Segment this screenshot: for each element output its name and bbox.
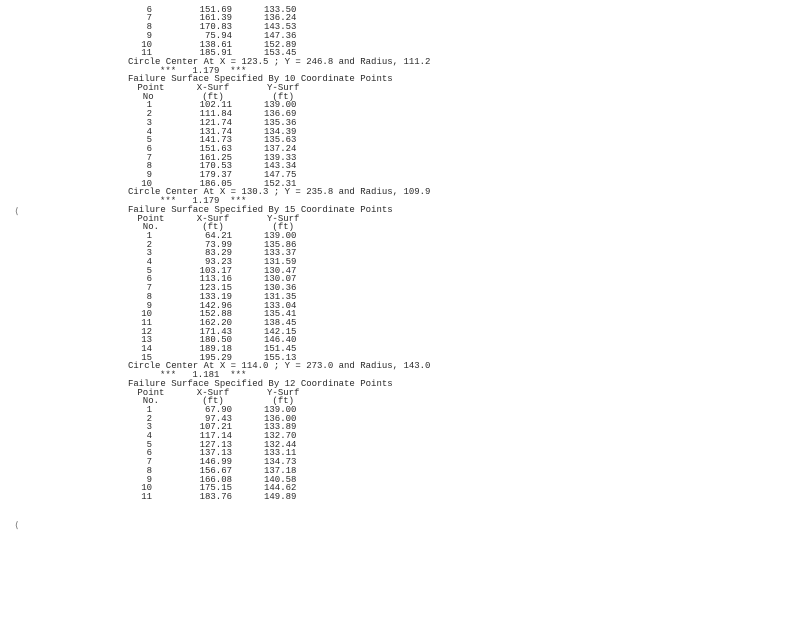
- x-surf-value: 107.21: [199, 422, 232, 433]
- point-number: 7: [146, 13, 152, 24]
- x-surf-value: 138.61: [199, 39, 232, 50]
- point-number: 3: [146, 422, 152, 433]
- point-number: 5: [146, 265, 152, 276]
- point-number: 11: [141, 48, 152, 59]
- x-surf-value: 175.15: [199, 483, 232, 494]
- margin-mark-icon: ⟨: [14, 521, 20, 531]
- y-surf-value: 133.89: [264, 422, 297, 433]
- y-surf-value: 152.89: [264, 39, 297, 50]
- point-number: 4: [146, 257, 152, 267]
- y-surf-value: 131.59: [264, 257, 297, 267]
- point-number: 7: [146, 283, 152, 294]
- x-surf-value: 121.74: [199, 117, 232, 128]
- x-surf-value: 142.96: [199, 300, 232, 311]
- x-surf-value: 127.13: [199, 439, 232, 450]
- x-surf-value: 156.67: [199, 465, 232, 476]
- y-surf-value: 133.11: [264, 448, 297, 459]
- x-surf-value: 141.73: [199, 135, 232, 146]
- failure-surface-heading: Failure Surface Specified By 10 Coordinate Points: [128, 74, 393, 85]
- x-surf-value: 170.83: [199, 22, 232, 33]
- x-surf-value: 195.29: [199, 352, 232, 363]
- point-number: 8: [146, 465, 152, 476]
- point-number: 1: [146, 100, 152, 111]
- y-surf-value: 139.33: [264, 152, 297, 163]
- x-surf-value: 152.88: [199, 309, 232, 320]
- point-number: 8: [146, 291, 152, 302]
- y-surf-value: 134.73: [264, 457, 297, 468]
- point-number: 3: [146, 248, 152, 259]
- x-surf-value: 113.16: [199, 274, 232, 285]
- y-surf-value: 149.89: [264, 491, 297, 502]
- y-surf-value: 135.63: [264, 135, 297, 146]
- x-surf-value: 137.13: [199, 448, 232, 459]
- y-surf-value: 137.18: [264, 465, 297, 476]
- y-surf-value: 147.36: [264, 30, 297, 41]
- y-surf-value: 133.37: [264, 248, 297, 259]
- margin-mark-icon: ⟨: [14, 207, 20, 217]
- y-surf-value: 142.15: [264, 326, 297, 337]
- x-surf-value: 180.50: [199, 335, 232, 346]
- x-surf-value: 75.94: [205, 30, 233, 41]
- x-surf-value: 161.25: [199, 152, 232, 163]
- x-surf-value: 170.53: [199, 161, 232, 172]
- y-surf-value: 144.62: [264, 483, 297, 494]
- point-number: 3: [146, 117, 152, 128]
- x-surf-value: 103.17: [199, 265, 232, 276]
- y-surf-value: 155.13: [264, 352, 297, 363]
- units-header: No. (ft) (ft): [132, 222, 295, 233]
- y-surf-value: 136.24: [264, 13, 297, 24]
- point-number: 7: [146, 457, 152, 468]
- x-surf-value: 189.18: [199, 344, 232, 354]
- x-surf-value: 64.21: [205, 230, 233, 241]
- point-number: 11: [141, 491, 152, 502]
- point-number: 8: [146, 161, 152, 172]
- column-header: Point X-Surf Y-Surf: [132, 387, 300, 398]
- y-surf-value: 153.45: [264, 48, 297, 59]
- y-surf-value: 132.44: [264, 439, 297, 450]
- y-surf-value: 134.39: [264, 126, 297, 137]
- y-surf-value: 136.00: [264, 413, 297, 424]
- x-surf-value: 151.63: [199, 143, 232, 154]
- point-number: 8: [146, 22, 152, 33]
- point-number: 13: [141, 335, 152, 346]
- safety-factor-line: *** 1.179 ***: [160, 65, 247, 76]
- point-number: 10: [141, 309, 152, 320]
- point-number: 1: [146, 404, 152, 415]
- point-number: 4: [146, 431, 152, 441]
- y-surf-value: 130.36: [264, 283, 297, 294]
- point-number: 14: [141, 344, 152, 354]
- y-surf-value: 135.41: [264, 309, 297, 320]
- point-number: 12: [141, 326, 152, 337]
- x-surf-value: 185.91: [199, 48, 232, 59]
- safety-factor-line: *** 1.179 ***: [160, 196, 247, 207]
- point-number: 6: [146, 448, 152, 459]
- point-number: 9: [146, 300, 152, 311]
- point-number: 6: [146, 143, 152, 154]
- point-number: 9: [146, 170, 152, 180]
- y-surf-value: 143.53: [264, 22, 297, 33]
- y-surf-value: 137.24: [264, 143, 297, 154]
- x-surf-value: 67.90: [205, 404, 233, 415]
- y-surf-value: 146.40: [264, 335, 297, 346]
- x-surf-value: 171.43: [199, 326, 232, 337]
- x-surf-value: 133.19: [199, 291, 232, 302]
- x-surf-value: 179.37: [199, 170, 232, 180]
- point-number: 6: [146, 274, 152, 285]
- circle-center-line: Circle Center At X = 123.5 ; Y = 246.8 and Radius, 111.2: [128, 56, 431, 67]
- y-surf-value: 139.00: [264, 230, 297, 241]
- y-surf-value: 140.58: [264, 474, 297, 485]
- y-surf-value: 133.50: [264, 4, 297, 15]
- y-surf-value: 130.07: [264, 274, 297, 285]
- units-header: No (ft) (ft): [132, 91, 295, 102]
- point-number: 2: [146, 413, 152, 424]
- y-surf-value: 133.04: [264, 300, 297, 311]
- point-number: 10: [141, 483, 152, 494]
- x-surf-value: 117.14: [199, 431, 232, 441]
- y-surf-value: 136.69: [264, 109, 297, 120]
- point-number: 2: [146, 239, 152, 250]
- x-surf-value: 151.69: [199, 4, 232, 15]
- units-header: No. (ft) (ft): [132, 396, 295, 407]
- x-surf-value: 186.05: [199, 178, 232, 189]
- y-surf-value: 147.75: [264, 170, 297, 180]
- circle-center-line: Circle Center At X = 130.3 ; Y = 235.8 and Radius, 109.9: [128, 187, 431, 198]
- x-surf-value: 123.15: [199, 283, 232, 294]
- failure-surface-heading: Failure Surface Specified By 15 Coordinate Points: [128, 204, 393, 215]
- x-surf-value: 183.76: [199, 491, 232, 502]
- point-number: 5: [146, 439, 152, 450]
- y-surf-value: 130.47: [264, 265, 297, 276]
- point-number: 10: [141, 178, 152, 189]
- point-number: 1: [146, 230, 152, 241]
- point-number: 6: [146, 4, 152, 15]
- column-header: Point X-Surf Y-Surf: [132, 83, 300, 93]
- y-surf-value: 135.86: [264, 239, 297, 250]
- point-number: 9: [146, 30, 152, 41]
- y-surf-value: 132.70: [264, 431, 297, 441]
- point-number: 4: [146, 126, 152, 137]
- x-surf-value: 166.08: [199, 474, 232, 485]
- y-surf-value: 151.45: [264, 344, 297, 354]
- x-surf-value: 131.74: [199, 126, 232, 137]
- point-number: 9: [146, 474, 152, 485]
- point-number: 5: [146, 135, 152, 146]
- y-surf-value: 138.45: [264, 317, 297, 328]
- point-number: 2: [146, 109, 152, 120]
- x-surf-value: 73.99: [205, 239, 233, 250]
- point-number: 11: [141, 317, 152, 328]
- y-surf-value: 139.00: [264, 100, 297, 111]
- x-surf-value: 146.99: [199, 457, 232, 468]
- circle-center-line: Circle Center At X = 114.0 ; Y = 273.0 and Radius, 143.0: [128, 361, 431, 372]
- x-surf-value: 83.29: [205, 248, 233, 259]
- x-surf-value: 102.11: [199, 100, 232, 111]
- y-surf-value: 135.36: [264, 117, 297, 128]
- x-surf-value: 93.23: [205, 257, 233, 267]
- point-number: 15: [141, 352, 152, 363]
- y-surf-value: 131.35: [264, 291, 297, 302]
- x-surf-value: 111.84: [199, 109, 232, 120]
- failure-surface-heading: Failure Surface Specified By 12 Coordinate Points: [128, 378, 393, 389]
- y-surf-value: 143.34: [264, 161, 297, 172]
- point-number: 10: [141, 39, 152, 50]
- y-surf-value: 152.31: [264, 178, 297, 189]
- y-surf-value: 139.00: [264, 404, 297, 415]
- x-surf-value: 161.39: [199, 13, 232, 24]
- x-surf-value: 97.43: [205, 413, 233, 424]
- x-surf-value: 162.20: [199, 317, 232, 328]
- column-header: Point X-Surf Y-Surf: [132, 213, 300, 224]
- point-number: 7: [146, 152, 152, 163]
- safety-factor-line: *** 1.181 ***: [160, 370, 247, 381]
